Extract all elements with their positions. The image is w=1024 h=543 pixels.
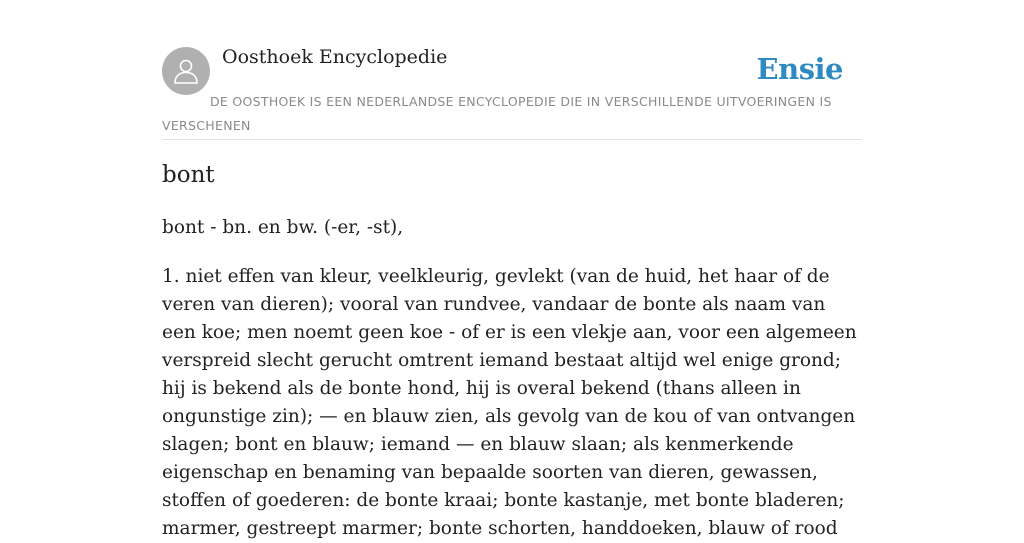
- brand-logo[interactable]: Ensie: [756, 52, 843, 86]
- page: [162, 0, 862, 539]
- header: [162, 0, 862, 140]
- definition-body: 1. niet effen van kleur, veelkleurig, gevlekt (van de huid, het haar of de veren van dieren); vooral van rundvee, vandaar de bonte als naam van een koe; men noemt geen koe - of er is een vlekje aan, voor een algemeen verspreid slecht gerucht omtrent iemand bestaat altijd wel enige grond; hij is bekend als de bonte hond, hij is overal bekend (thans alleen in ongunstige zin); — en blauw zien, als gevolg van de kou of van ontvangen slagen; bont en blauw; iemand — en blauw slaan; als kenmerkende eigenschap en benaming van bepaalde soorten van dieren, gewassen, stoffen of goederen: de bonte kraai; bonte kastanje, met bonte bladeren; marmer, gestreept marmer; bonte schorten, handdoeken, blauw of rood: [162, 266, 857, 539]
- definition-head: bont - bn. en bw. (-er, -st),: [162, 217, 404, 238]
- entry-title: bont: [162, 162, 215, 188]
- user-avatar-icon[interactable]: [162, 47, 210, 95]
- person-icon: [171, 56, 201, 86]
- site-name[interactable]: Oosthoek Encyclopedie: [222, 46, 448, 68]
- site-tagline: DE OOSTHOEK IS EEN NEDERLANDSE ENCYCLOPEDIE DIE IN VERSCHILLENDE UITVOERINGEN IS VERSCHENEN: [162, 94, 832, 133]
